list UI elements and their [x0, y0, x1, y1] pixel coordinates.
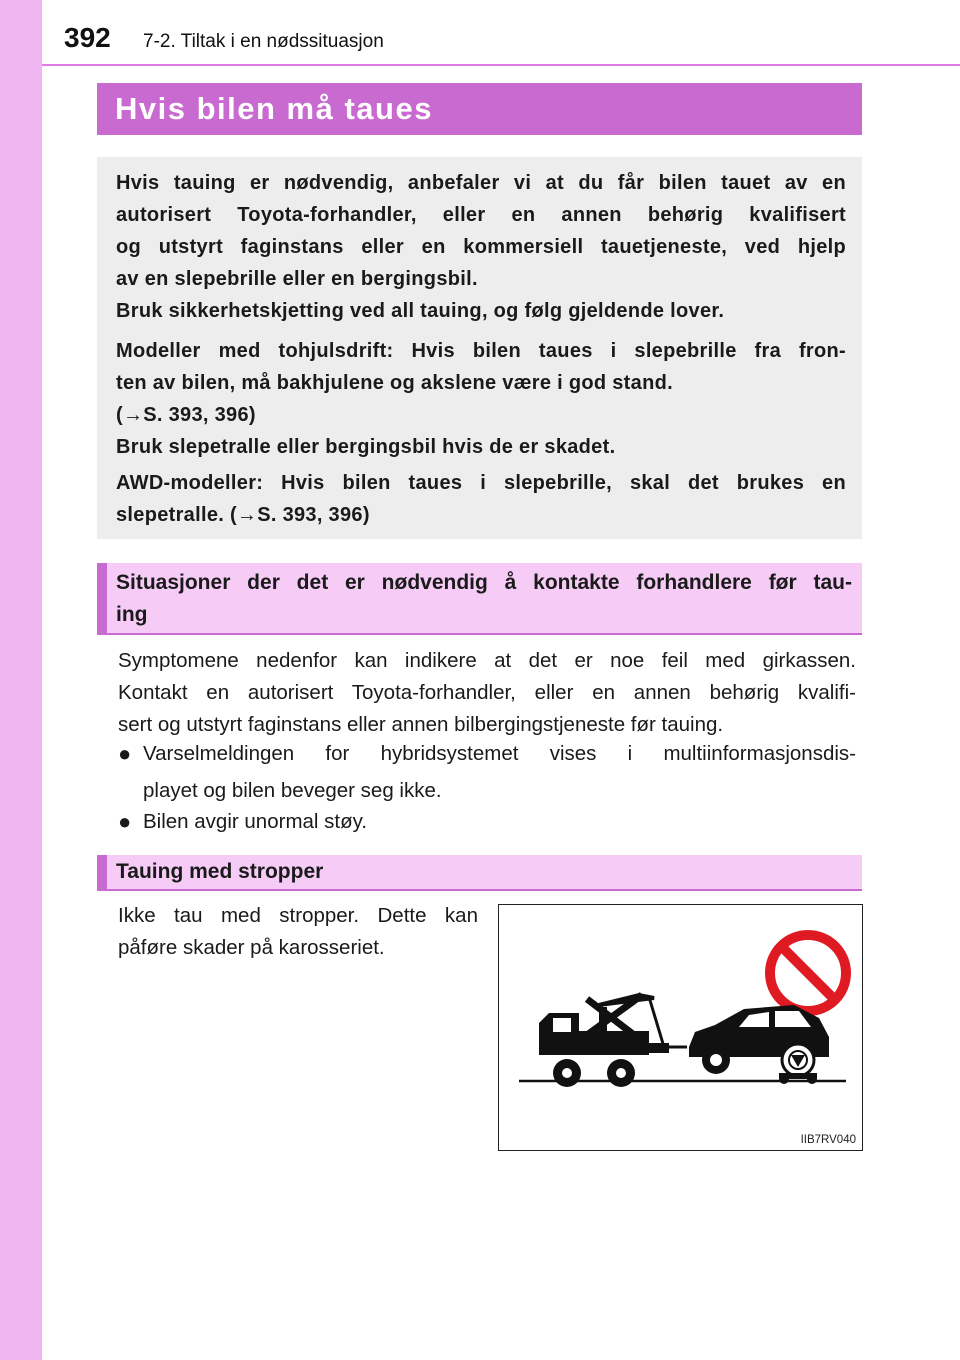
- text-line: og utstyrt faginstans eller en kommersiell tauetjeneste, ved hjelp: [116, 236, 846, 258]
- text-line: Bruk sikkerhetskjetting ved all tauing, og følg gjeldende lover.: [116, 300, 725, 322]
- section2-body: [118, 900, 478, 964]
- header-rule: [42, 64, 960, 66]
- text-line: Modeller med tohjulsdrift: Hvis bilen taues i slepebrille fra fron-: [116, 340, 846, 362]
- text-line: av en slepebrille eller en bergingsbil.: [116, 268, 478, 290]
- page-number: 392: [64, 22, 111, 53]
- text-line: Ikke tau med stropper. Dette kan: [118, 904, 478, 927]
- bullet-dot-icon: ●: [118, 741, 132, 766]
- figure-code: IIB7RV040: [800, 1134, 856, 1146]
- prohibition-icon: [770, 935, 846, 1011]
- tow-truck-icon: [539, 995, 687, 1087]
- text-line: Bilen avgir unormal støy.: [143, 810, 368, 833]
- subheading-text: Tauing med stropper: [116, 860, 324, 883]
- text-line: ten av bilen, må bakhjulene og akslene være i god stand.: [116, 372, 673, 394]
- section-title-band: [97, 83, 862, 135]
- bullet-dot-icon: ●: [118, 809, 132, 834]
- intro-paragraph-3: [116, 467, 846, 531]
- text-line: sert og utstyrt faginstans eller annen bilbergingstjeneste før tauing.: [118, 713, 724, 736]
- text-line: slepetralle. (→S. 393, 396): [116, 504, 370, 526]
- subheading-accent: [97, 855, 107, 889]
- text-line: ing: [116, 603, 148, 626]
- towing-illustration-svg: [499, 905, 862, 1150]
- text-line: playet og bilen beveger seg ikke.: [143, 779, 442, 802]
- intro-paragraph-2: [116, 335, 846, 463]
- towing-illustration: [498, 904, 863, 1151]
- subheading-situations: [97, 563, 862, 635]
- text-line: Varselmeldingen for hybridsystemet vises i multiinformasjonsdis-: [143, 742, 856, 765]
- text-line: Kontakt en autorisert Toyota-forhandler, eller en annen behørig kvalifi-: [118, 681, 856, 704]
- text-line: autorisert Toyota-forhandler, eller en annen behørig kvalifisert: [116, 204, 846, 226]
- subheading-straps: [97, 855, 862, 891]
- intro-paragraph-1: [116, 167, 846, 327]
- text-line: AWD-modeller: Hvis bilen taues i slepebrille, skal det brukes en: [116, 472, 846, 494]
- car-icon: [689, 1005, 829, 1084]
- section1-body: [118, 645, 856, 741]
- text-line: Bruk slepetralle eller bergingsbil hvis de er skadet.: [116, 436, 616, 458]
- section-title: Hvis bilen må taues: [115, 91, 433, 126]
- text-line: Symptomene nedenfor kan indikere at det er noe feil med girkassen.: [118, 649, 856, 672]
- chapter-title: 7-2. Tiltak i en nødssituasjon: [143, 31, 384, 52]
- text-line: Situasjoner der det er nødvendig å kontakte forhandlere før tau-: [116, 571, 852, 594]
- text-line: påføre skader på karosseriet.: [118, 936, 385, 959]
- subheading-accent: [97, 563, 107, 633]
- bullet-text: [143, 738, 856, 807]
- text-line: (→S. 393, 396): [116, 404, 256, 426]
- intro-box: [97, 157, 862, 539]
- side-color-strip: [0, 0, 42, 1360]
- subheading-text: [116, 567, 852, 631]
- bullet-text: [143, 806, 856, 838]
- text-line: Hvis tauing er nødvendig, anbefaler vi at du får bilen tauet av en: [116, 172, 846, 194]
